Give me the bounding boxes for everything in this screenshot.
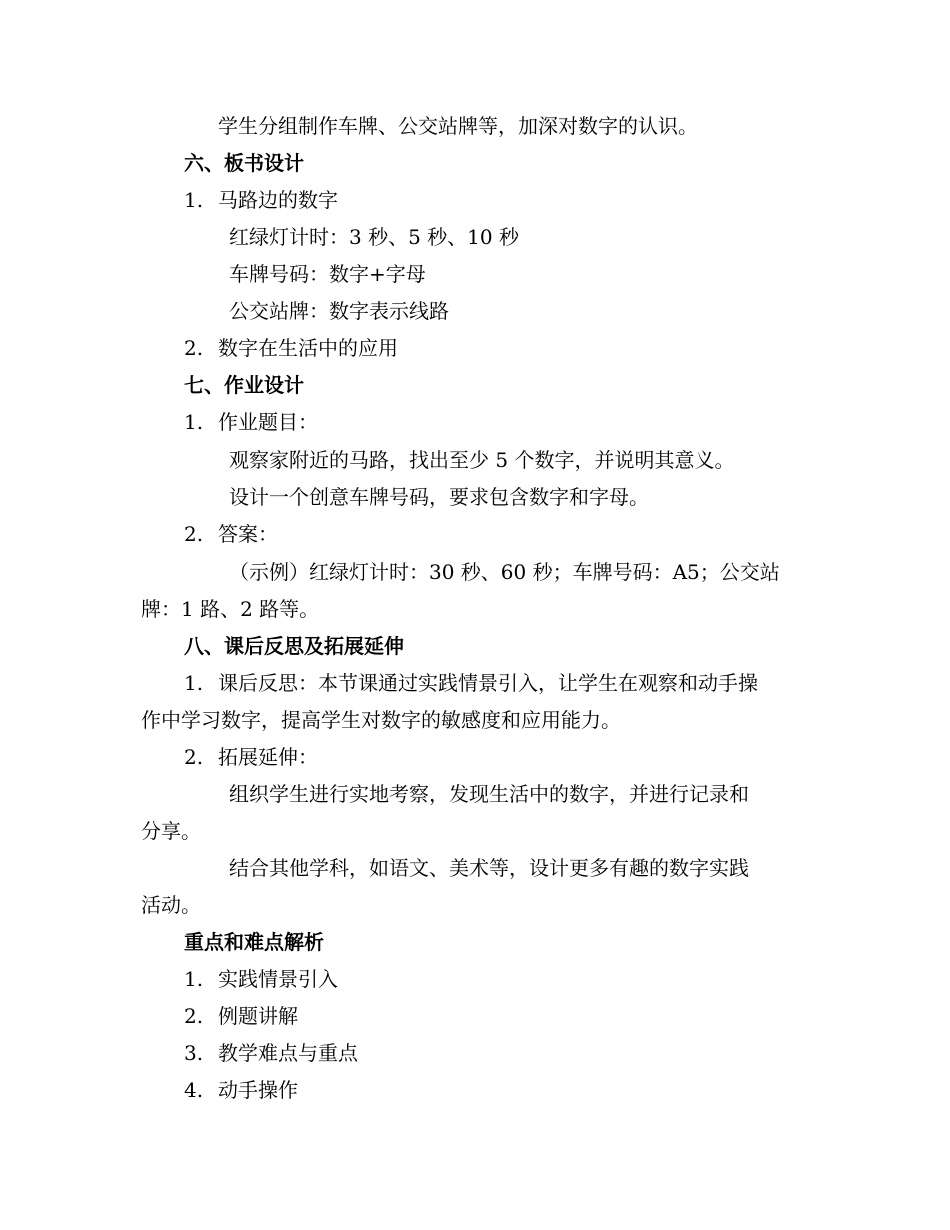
paragraph: 作中学习数字，提高学生对数字的敏感度和应用能力。 — [141, 708, 621, 732]
sub-item: 车牌号码：数字+字母 — [229, 262, 426, 286]
list-item — [184, 671, 758, 695]
list-number: 3. — [184, 1041, 204, 1065]
paragraph: 分享。 — [141, 819, 201, 843]
list-item — [184, 522, 278, 546]
list-text: 数字在生活中的应用 — [218, 336, 398, 360]
sub-item: 观察家附近的马路，找出至少 5 个数字，并说明其意义。 — [229, 448, 735, 472]
paragraph: 结合其他学科，如语文、美术等，设计更多有趣的数字实践 — [229, 856, 749, 880]
list-text: 教学难点与重点 — [218, 1041, 358, 1065]
section-heading: 八、课后反思及拓展延伸 — [184, 634, 404, 658]
list-text: 实践情景引入 — [218, 967, 338, 991]
list-item — [184, 1078, 298, 1102]
section-heading: 重点和难点解析 — [184, 930, 324, 954]
list-item — [184, 1004, 298, 1028]
list-number: 4. — [184, 1078, 204, 1102]
list-text: 动手操作 — [218, 1078, 298, 1102]
paragraph: （示例）红绿灯计时：30 秒、60 秒；车牌号码：A5；公交站 — [229, 560, 780, 584]
sub-item: 设计一个创意车牌号码，要求包含数字和字母。 — [229, 485, 649, 509]
list-item — [184, 745, 318, 769]
list-number: 1. — [184, 410, 204, 434]
list-item — [184, 188, 338, 212]
section-heading: 七、作业设计 — [184, 373, 304, 397]
list-text: 课后反思：本节课通过实践情景引入，让学生在观察和动手操 — [218, 671, 758, 695]
list-text: 拓展延伸： — [218, 745, 318, 769]
paragraph: 组织学生进行实地考察，发现生活中的数字，并进行记录和 — [229, 782, 749, 806]
list-text: 马路边的数字 — [218, 188, 338, 212]
list-item — [184, 410, 318, 434]
paragraph: 活动。 — [141, 893, 201, 917]
sub-item: 红绿灯计时：3 秒、5 秒、10 秒 — [229, 225, 519, 249]
list-number: 2. — [184, 522, 204, 546]
list-number: 1. — [184, 188, 204, 212]
list-text: 作业题目： — [218, 410, 318, 434]
list-number: 2. — [184, 745, 204, 769]
list-text: 例题讲解 — [218, 1004, 298, 1028]
list-number: 2. — [184, 336, 204, 360]
list-text: 答案： — [218, 522, 278, 546]
list-number: 1. — [184, 967, 204, 991]
list-item — [184, 967, 338, 991]
list-number: 1. — [184, 671, 204, 695]
paragraph: 学生分组制作车牌、公交站牌等，加深对数字的认识。 — [218, 114, 698, 138]
list-item — [184, 336, 398, 360]
paragraph: 牌：1 路、2 路等。 — [141, 597, 320, 621]
sub-item: 公交站牌：数字表示线路 — [229, 299, 449, 323]
list-item — [184, 1041, 358, 1065]
list-number: 2. — [184, 1004, 204, 1028]
section-heading: 六、板书设计 — [184, 151, 304, 175]
